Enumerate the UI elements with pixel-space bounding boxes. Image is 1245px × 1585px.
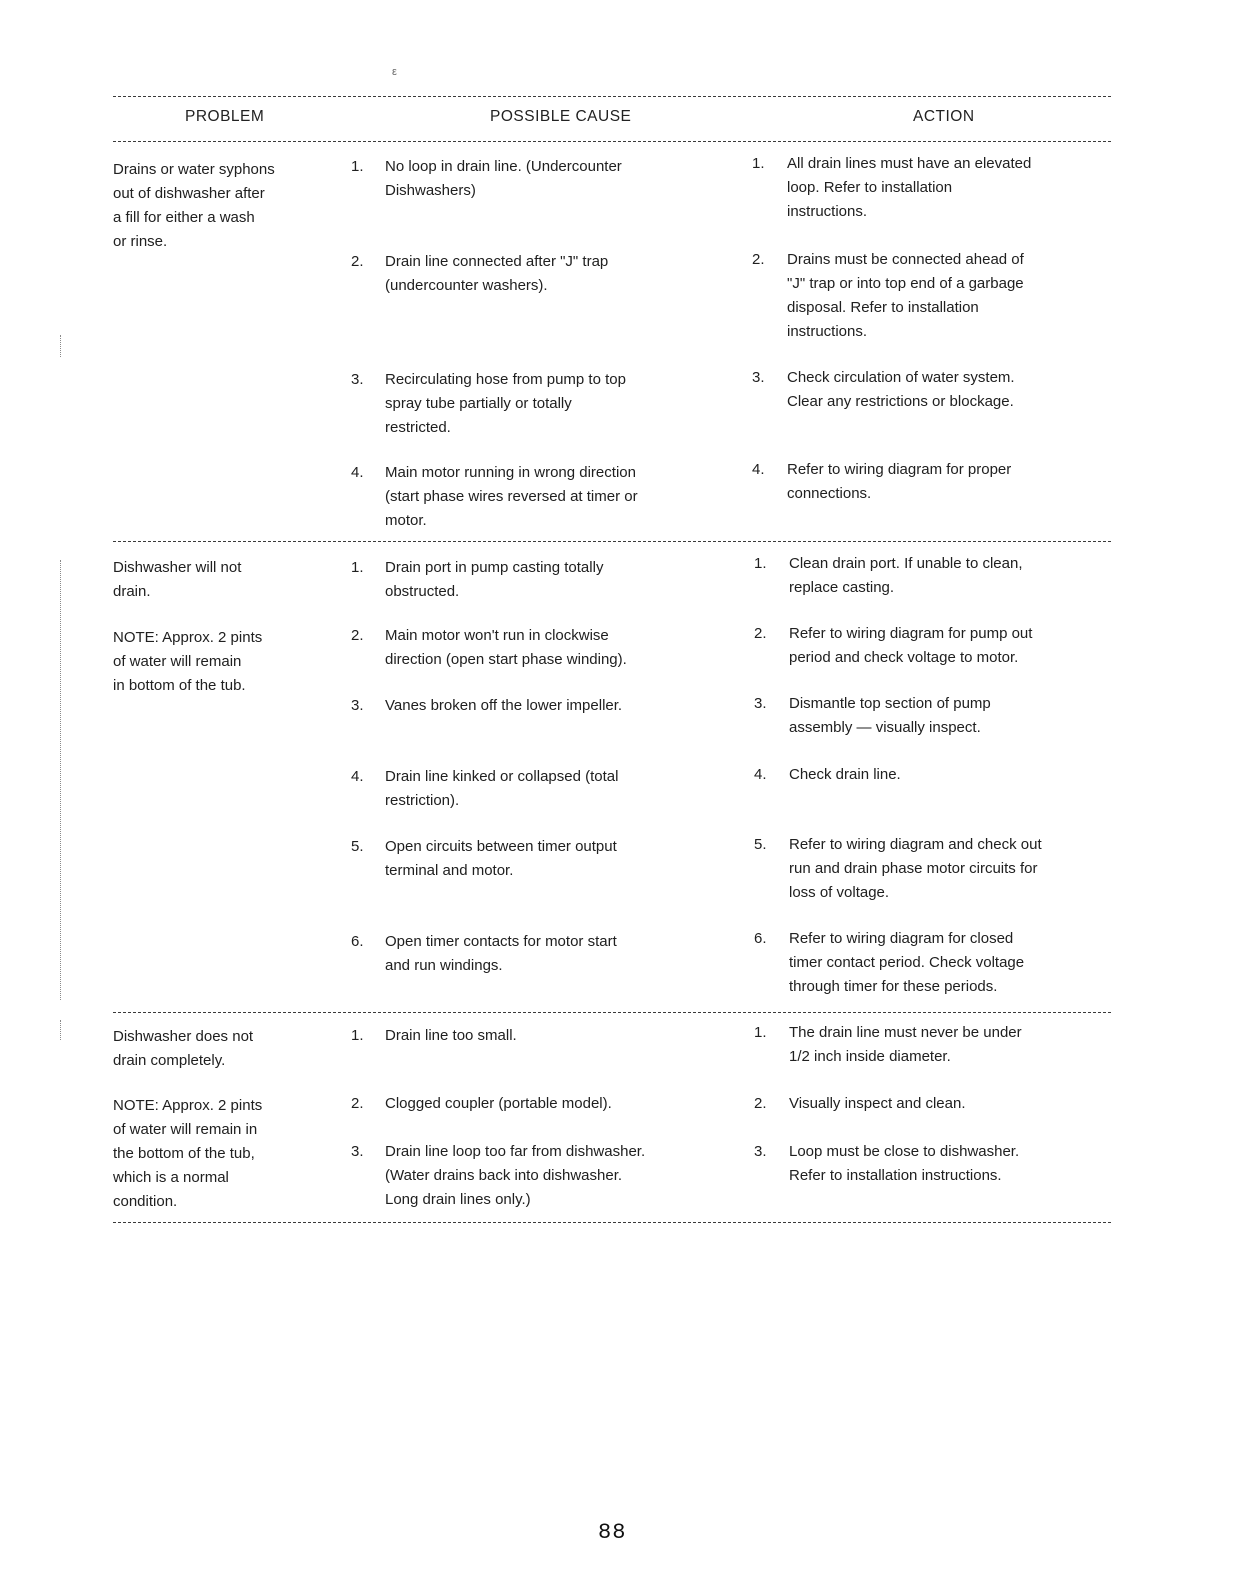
cause-text: Main motor running in wrong direction (start phase wires reversed at timer or motor. — [385, 464, 638, 529]
cause-number: 1. — [351, 158, 364, 175]
cause-number: 3. — [351, 697, 364, 714]
action-number: 6. — [754, 930, 767, 947]
problem-text: Dishwasher does not drain completely. — [113, 1028, 254, 1069]
action-text: Check drain line. — [789, 766, 901, 783]
cause-number: 1. — [351, 559, 364, 576]
cause-number: 6. — [351, 933, 364, 950]
action-text: Dismantle top section of pump assembly — visually inspect. — [789, 695, 991, 736]
action-text: Refer to wiring diagram and check out run and drain phase motor circuits for loss of voltage. — [789, 836, 1042, 901]
cause-text: Open timer contacts for motor start and run windings. — [385, 933, 617, 974]
cause-text: Clogged coupler (portable model). — [385, 1095, 612, 1112]
action-number: 2. — [752, 251, 765, 268]
cause-number: 4. — [351, 768, 364, 785]
cause-number: 2. — [351, 627, 364, 644]
header-bottom-rule — [113, 141, 1111, 142]
cause-number: 2. — [351, 253, 364, 270]
action-text: All drain lines must have an elevated loop. Refer to installation instructions. — [787, 155, 1032, 220]
column-header-action: ACTION — [913, 108, 975, 125]
action-number: 4. — [754, 766, 767, 783]
page-number: 88 — [598, 1520, 627, 1545]
problem-text: Drains or water syphons out of dishwasher after a fill for either a wash or rinse. — [113, 161, 275, 250]
cause-text: Drain port in pump casting totally obstructed. — [385, 559, 604, 600]
action-text: The drain line must never be under 1/2 inch inside diameter. — [789, 1024, 1022, 1065]
action-text: Refer to wiring diagram for pump out period and check voltage to motor. — [789, 625, 1033, 666]
action-number: 3. — [754, 695, 767, 712]
section-divider — [113, 541, 1111, 542]
table-bottom-rule — [113, 1222, 1111, 1223]
scan-edge-dots — [60, 335, 63, 357]
problem-note: NOTE: Approx. 2 pints of water will remain in bottom of the tub. — [113, 629, 263, 694]
action-number: 2. — [754, 625, 767, 642]
action-text: Drains must be connected ahead of "J" trap or into top end of a garbage disposal. Refer to installation instructions. — [787, 251, 1024, 340]
cause-number: 1. — [351, 1027, 364, 1044]
scan-edge-dots — [60, 1020, 63, 1040]
cause-text: Vanes broken off the lower impeller. — [385, 697, 623, 714]
action-number: 1. — [754, 1024, 767, 1041]
cause-number: 4. — [351, 464, 364, 481]
table-top-rule — [113, 96, 1111, 97]
action-text: Refer to wiring diagram for proper connections. — [787, 461, 1012, 502]
action-number: 1. — [754, 555, 767, 572]
cause-text: Drain line too small. — [385, 1027, 517, 1044]
action-number: 5. — [754, 836, 767, 853]
scan-speck: ε — [392, 66, 397, 78]
cause-text: No loop in drain line. (Undercounter Dishwashers) — [385, 158, 622, 199]
action-text: Visually inspect and clean. — [789, 1095, 966, 1112]
problem-note: NOTE: Approx. 2 pints of water will remain in the bottom of the tub, which is a normal condition. — [113, 1097, 263, 1210]
cause-text: Drain line loop too far from dishwasher. (Water drains back into dishwasher. Long drain lines only.) — [385, 1143, 646, 1208]
column-header-possible-cause: POSSIBLE CAUSE — [490, 108, 632, 125]
cause-text: Drain line kinked or collapsed (total restriction). — [385, 768, 619, 809]
cause-number: 3. — [351, 1143, 364, 1160]
action-text: Check circulation of water system. Clear any restrictions or blockage. — [787, 369, 1015, 410]
cause-number: 5. — [351, 838, 364, 855]
action-number: 3. — [754, 1143, 767, 1160]
cause-text: Main motor won't run in clockwise direction (open start phase winding). — [385, 627, 627, 668]
action-number: 3. — [752, 369, 765, 386]
action-number: 4. — [752, 461, 765, 478]
action-number: 2. — [754, 1095, 767, 1112]
action-text: Clean drain port. If unable to clean, replace casting. — [789, 555, 1023, 596]
cause-text: Drain line connected after "J" trap (undercounter washers). — [385, 253, 609, 294]
scan-edge-dots — [60, 560, 63, 1000]
action-text: Refer to wiring diagram for closed timer contact period. Check voltage through timer for these periods. — [789, 930, 1025, 995]
section-divider — [113, 1012, 1111, 1013]
cause-text: Recirculating hose from pump to top spray tube partially or totally restricted. — [385, 371, 626, 436]
column-header-problem: PROBLEM — [185, 108, 265, 125]
cause-number: 3. — [351, 371, 364, 388]
action-number: 1. — [752, 155, 765, 172]
cause-number: 2. — [351, 1095, 364, 1112]
action-text: Loop must be close to dishwasher. Refer to installation instructions. — [789, 1143, 1020, 1184]
cause-text: Open circuits between timer output terminal and motor. — [385, 838, 617, 879]
problem-text: Dishwasher will not drain. — [113, 559, 242, 600]
